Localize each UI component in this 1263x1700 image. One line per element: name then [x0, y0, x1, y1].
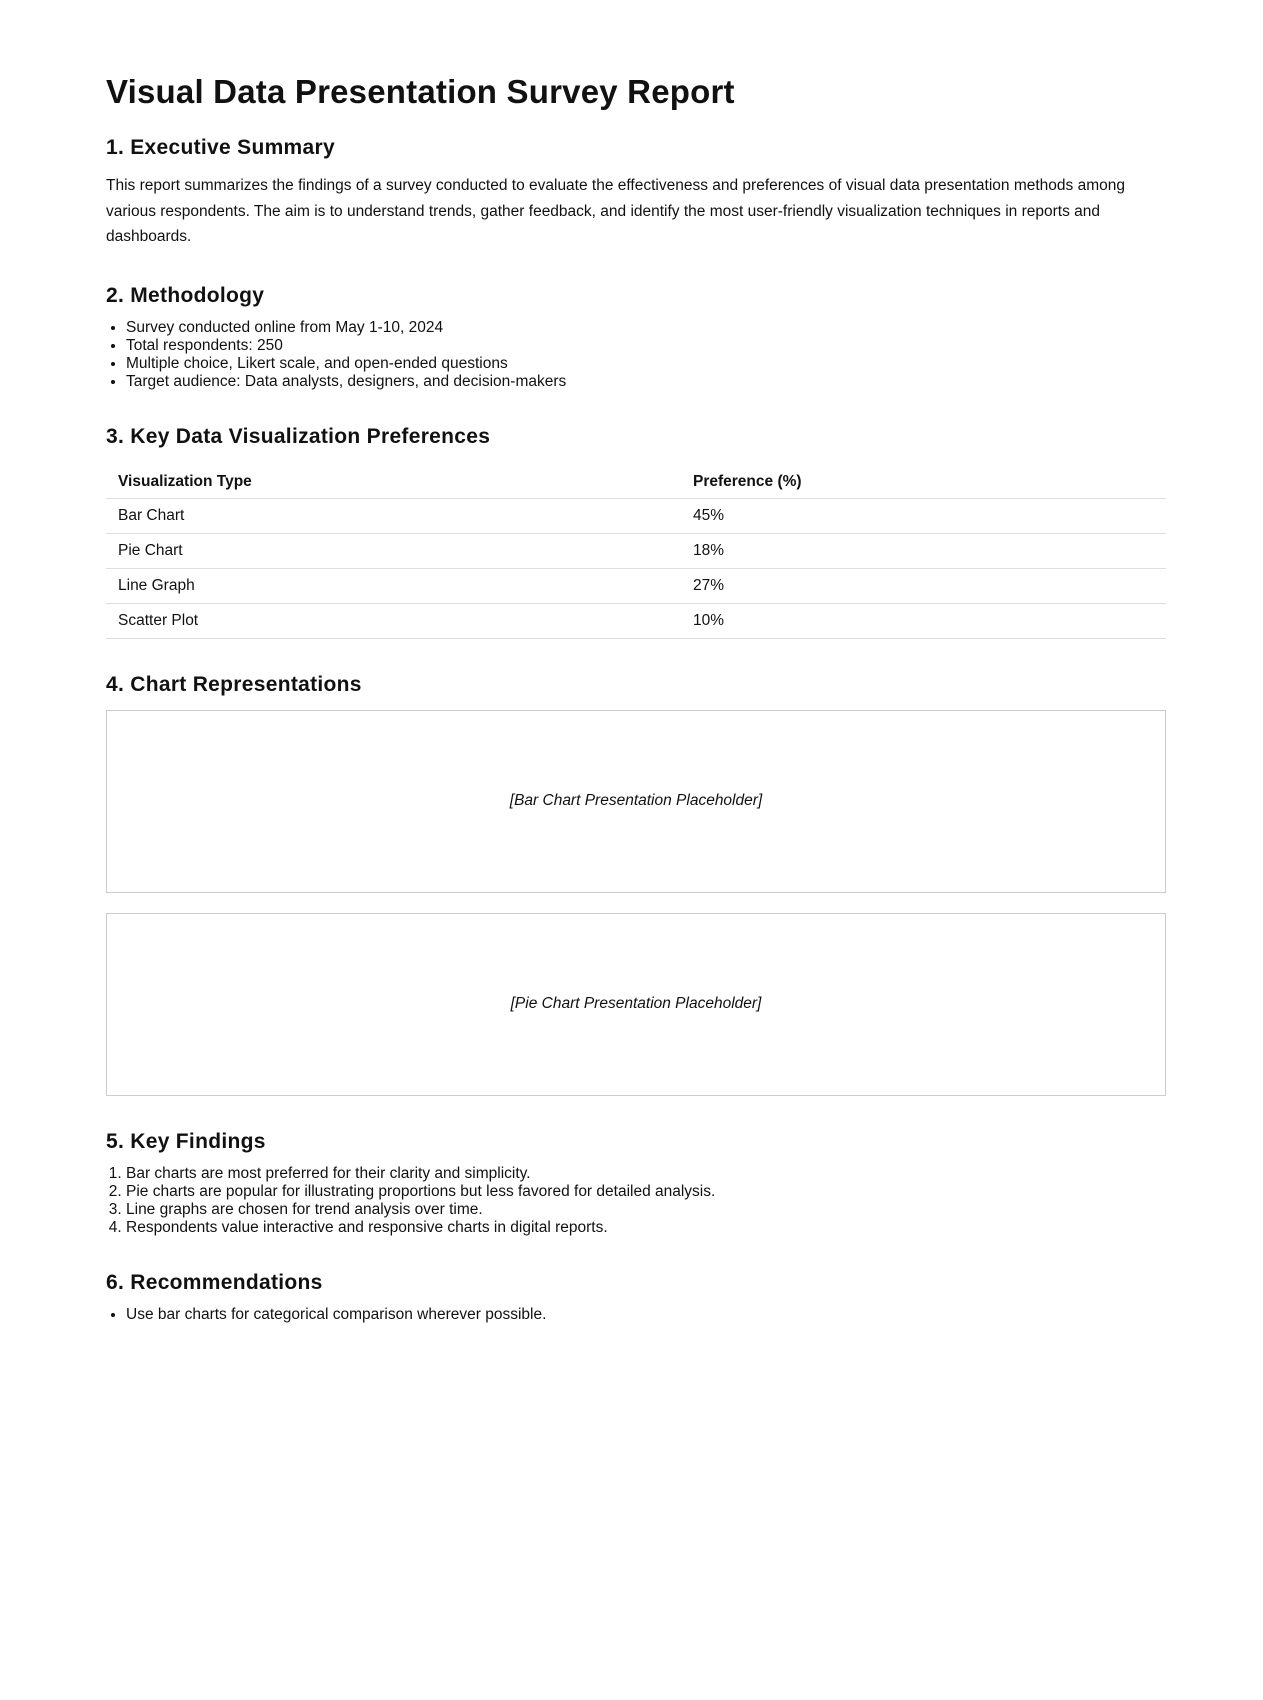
- key-findings-list: [106, 1165, 1166, 1237]
- table-header-row: [106, 466, 1166, 499]
- list-item: • Survey conducted online from May 1-10, 2024: [126, 319, 1166, 337]
- table-row: [106, 568, 1166, 603]
- methodology-heading: 2. Methodology: [106, 283, 265, 307]
- cell-preference: 18%: [681, 533, 1166, 568]
- recommendations-heading: 6. Recommendations: [106, 1270, 323, 1294]
- cell-type: Bar Chart: [106, 498, 681, 533]
- chart-representations-heading: 4. Chart Representations: [106, 672, 362, 696]
- column-header-preference: Preference (%): [681, 466, 1166, 499]
- preferences-heading: 3. Key Data Visualization Preferences: [106, 424, 491, 448]
- cell-type: Scatter Plot: [106, 603, 681, 638]
- preferences-table: [106, 466, 1166, 639]
- recommendations-list: [106, 1306, 1166, 1324]
- column-header-type: Visualization Type: [106, 466, 681, 499]
- list-item: 2. Pie charts are popular for illustrating proportions but less favored for detailed analysis.: [126, 1183, 1166, 1201]
- list-item: 3. Line graphs are chosen for trend analysis over time.: [126, 1201, 1166, 1219]
- cell-preference: 27%: [681, 568, 1166, 603]
- pie-chart-placeholder: [106, 913, 1166, 1096]
- list-item: • Use bar charts for categorical comparison wherever possible.: [126, 1306, 1166, 1324]
- list-item: • Target audience: Data analysts, designers, and decision-makers: [126, 373, 1166, 391]
- list-item: 4. Respondents value interactive and responsive charts in digital reports.: [126, 1219, 1166, 1237]
- pie-chart-placeholder-text: [Pie Chart Presentation Placeholder]: [510, 995, 762, 1012]
- table-row: [106, 498, 1166, 533]
- cell-type: Pie Chart: [106, 533, 681, 568]
- cell-type: Line Graph: [106, 568, 681, 603]
- list-item: • Total respondents: 250: [126, 337, 1166, 355]
- executive-summary-heading: 1. Executive Summary: [106, 136, 335, 159]
- table-row: [106, 603, 1166, 638]
- cell-preference: 45%: [681, 498, 1166, 533]
- bar-chart-placeholder: [106, 710, 1166, 893]
- list-item: 1. Bar charts are most preferred for their clarity and simplicity.: [126, 1165, 1166, 1183]
- list-item: • Multiple choice, Likert scale, and open-ended questions: [126, 355, 1166, 373]
- executive-summary-text: This report summarizes the findings of a survey conducted to evaluate the effectiveness and preferences of visual data presentation methods among various respondents. The aim is to understand trends, gather feedback, and identify the most user-friendly visualization techniques in reports and dashboards.: [106, 177, 1125, 245]
- key-findings-heading: 5. Key Findings: [106, 1129, 266, 1153]
- bar-chart-placeholder-text: [Bar Chart Presentation Placeholder]: [509, 792, 763, 809]
- table-row: [106, 533, 1166, 568]
- report-page: [106, 0, 1166, 1323]
- cell-preference: 10%: [681, 603, 1166, 638]
- methodology-list: [106, 319, 1166, 391]
- report-title: Visual Data Presentation Survey Report: [106, 73, 735, 110]
